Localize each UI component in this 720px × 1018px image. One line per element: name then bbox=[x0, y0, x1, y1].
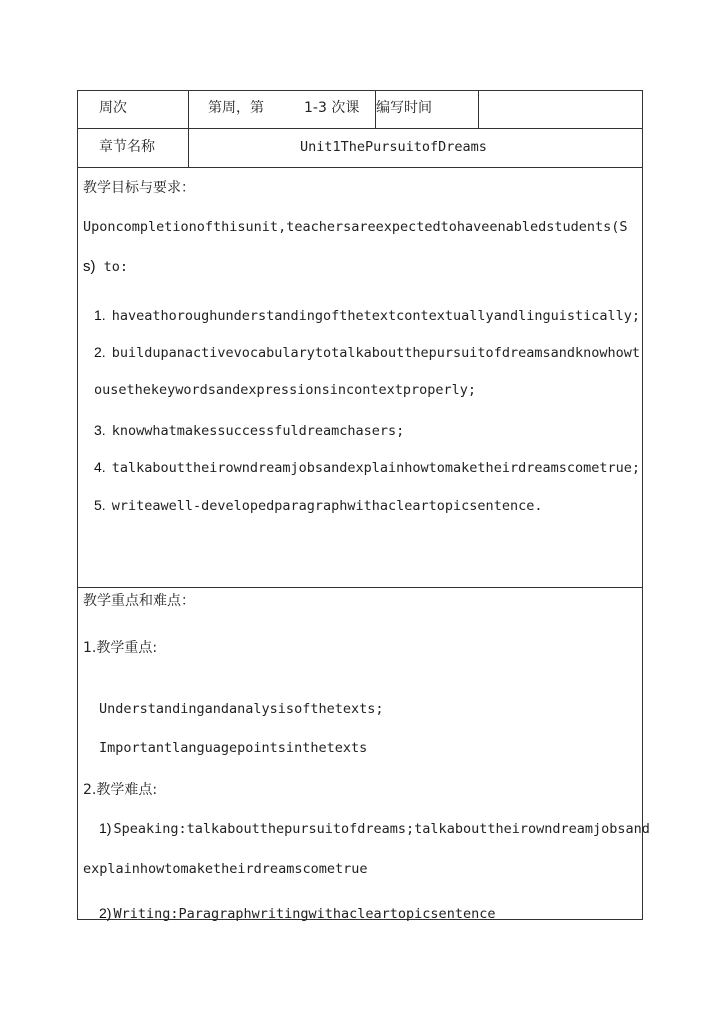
key-points-title: 教学重点和难点： bbox=[83, 593, 195, 609]
item-number: 2) bbox=[99, 905, 112, 921]
row-divider bbox=[78, 587, 642, 588]
chapter-title: Unit1ThePursuitofDreams bbox=[300, 139, 487, 155]
difficulty-item-cont: explainhowtomaketheirdreamscometrue bbox=[83, 861, 368, 877]
week-label: 周次 bbox=[99, 100, 127, 116]
focus-item: Understandingandanalysisofthetexts; bbox=[99, 701, 384, 717]
item-number: 5. bbox=[94, 497, 106, 513]
difficulty-label: 2.教学难点: bbox=[83, 782, 158, 798]
objective-item bbox=[94, 423, 404, 439]
objectives-intro: Uponcompletionofthisunit,teachersareexpectedtohaveenabledstudents(S bbox=[83, 219, 628, 235]
item-number: 3. bbox=[94, 422, 106, 438]
column-divider bbox=[188, 91, 189, 167]
objective-item bbox=[94, 498, 542, 514]
item-text: knowwhatmakessuccessfuldreamchasers; bbox=[111, 423, 405, 439]
focus-label: 1.教学重点: bbox=[83, 640, 158, 656]
item-text: Writing:Paragraphwritingwithacleartopicsentence bbox=[113, 906, 496, 922]
students-abbrev: s) bbox=[83, 258, 96, 275]
objective-item-cont: ousethekeywordsandexpressionsincontextproperly; bbox=[94, 382, 477, 398]
row-divider bbox=[78, 128, 642, 129]
item-text: buildupanactivevocabularytotalkaboutthepursuitofdreamsandknowhowt bbox=[111, 345, 640, 361]
objectives-title: 教学目标与要求： bbox=[83, 180, 195, 196]
item-text: talkabouttheirowndreamjobsandexplainhowtomaketheirdreamscometrue; bbox=[111, 460, 640, 476]
week-value bbox=[208, 101, 264, 115]
objective-item bbox=[94, 308, 640, 324]
item-text: haveathoroughunderstandingofthetextcontextuallyandlinguistically; bbox=[111, 308, 640, 324]
intro-to: to: bbox=[103, 259, 129, 275]
focus-item: Importantlanguagepointsinthetexts bbox=[99, 740, 368, 756]
week-number: 第周，第 bbox=[208, 100, 264, 116]
item-number: 4. bbox=[94, 459, 106, 475]
compile-time-label: 编写时间 bbox=[376, 100, 432, 116]
session-range: 1-3 次课 bbox=[304, 100, 360, 116]
objective-item bbox=[94, 345, 640, 361]
item-number: 1) bbox=[99, 820, 112, 836]
item-text: Speaking:talkaboutthepursuitofdreams;talkabouttheirowndreamjobsand bbox=[113, 821, 650, 837]
item-text: writeawell-developedparagraphwithacleartopicsentence. bbox=[111, 498, 543, 514]
chapter-label: 章节名称 bbox=[99, 139, 155, 155]
item-number: 2. bbox=[94, 344, 106, 360]
difficulty-item bbox=[99, 906, 495, 922]
column-divider bbox=[478, 91, 479, 128]
difficulty-item bbox=[99, 821, 650, 837]
item-number: 1. bbox=[94, 307, 106, 323]
row-divider bbox=[78, 167, 642, 168]
objectives-intro-cont bbox=[83, 259, 128, 275]
objective-item bbox=[94, 460, 640, 476]
